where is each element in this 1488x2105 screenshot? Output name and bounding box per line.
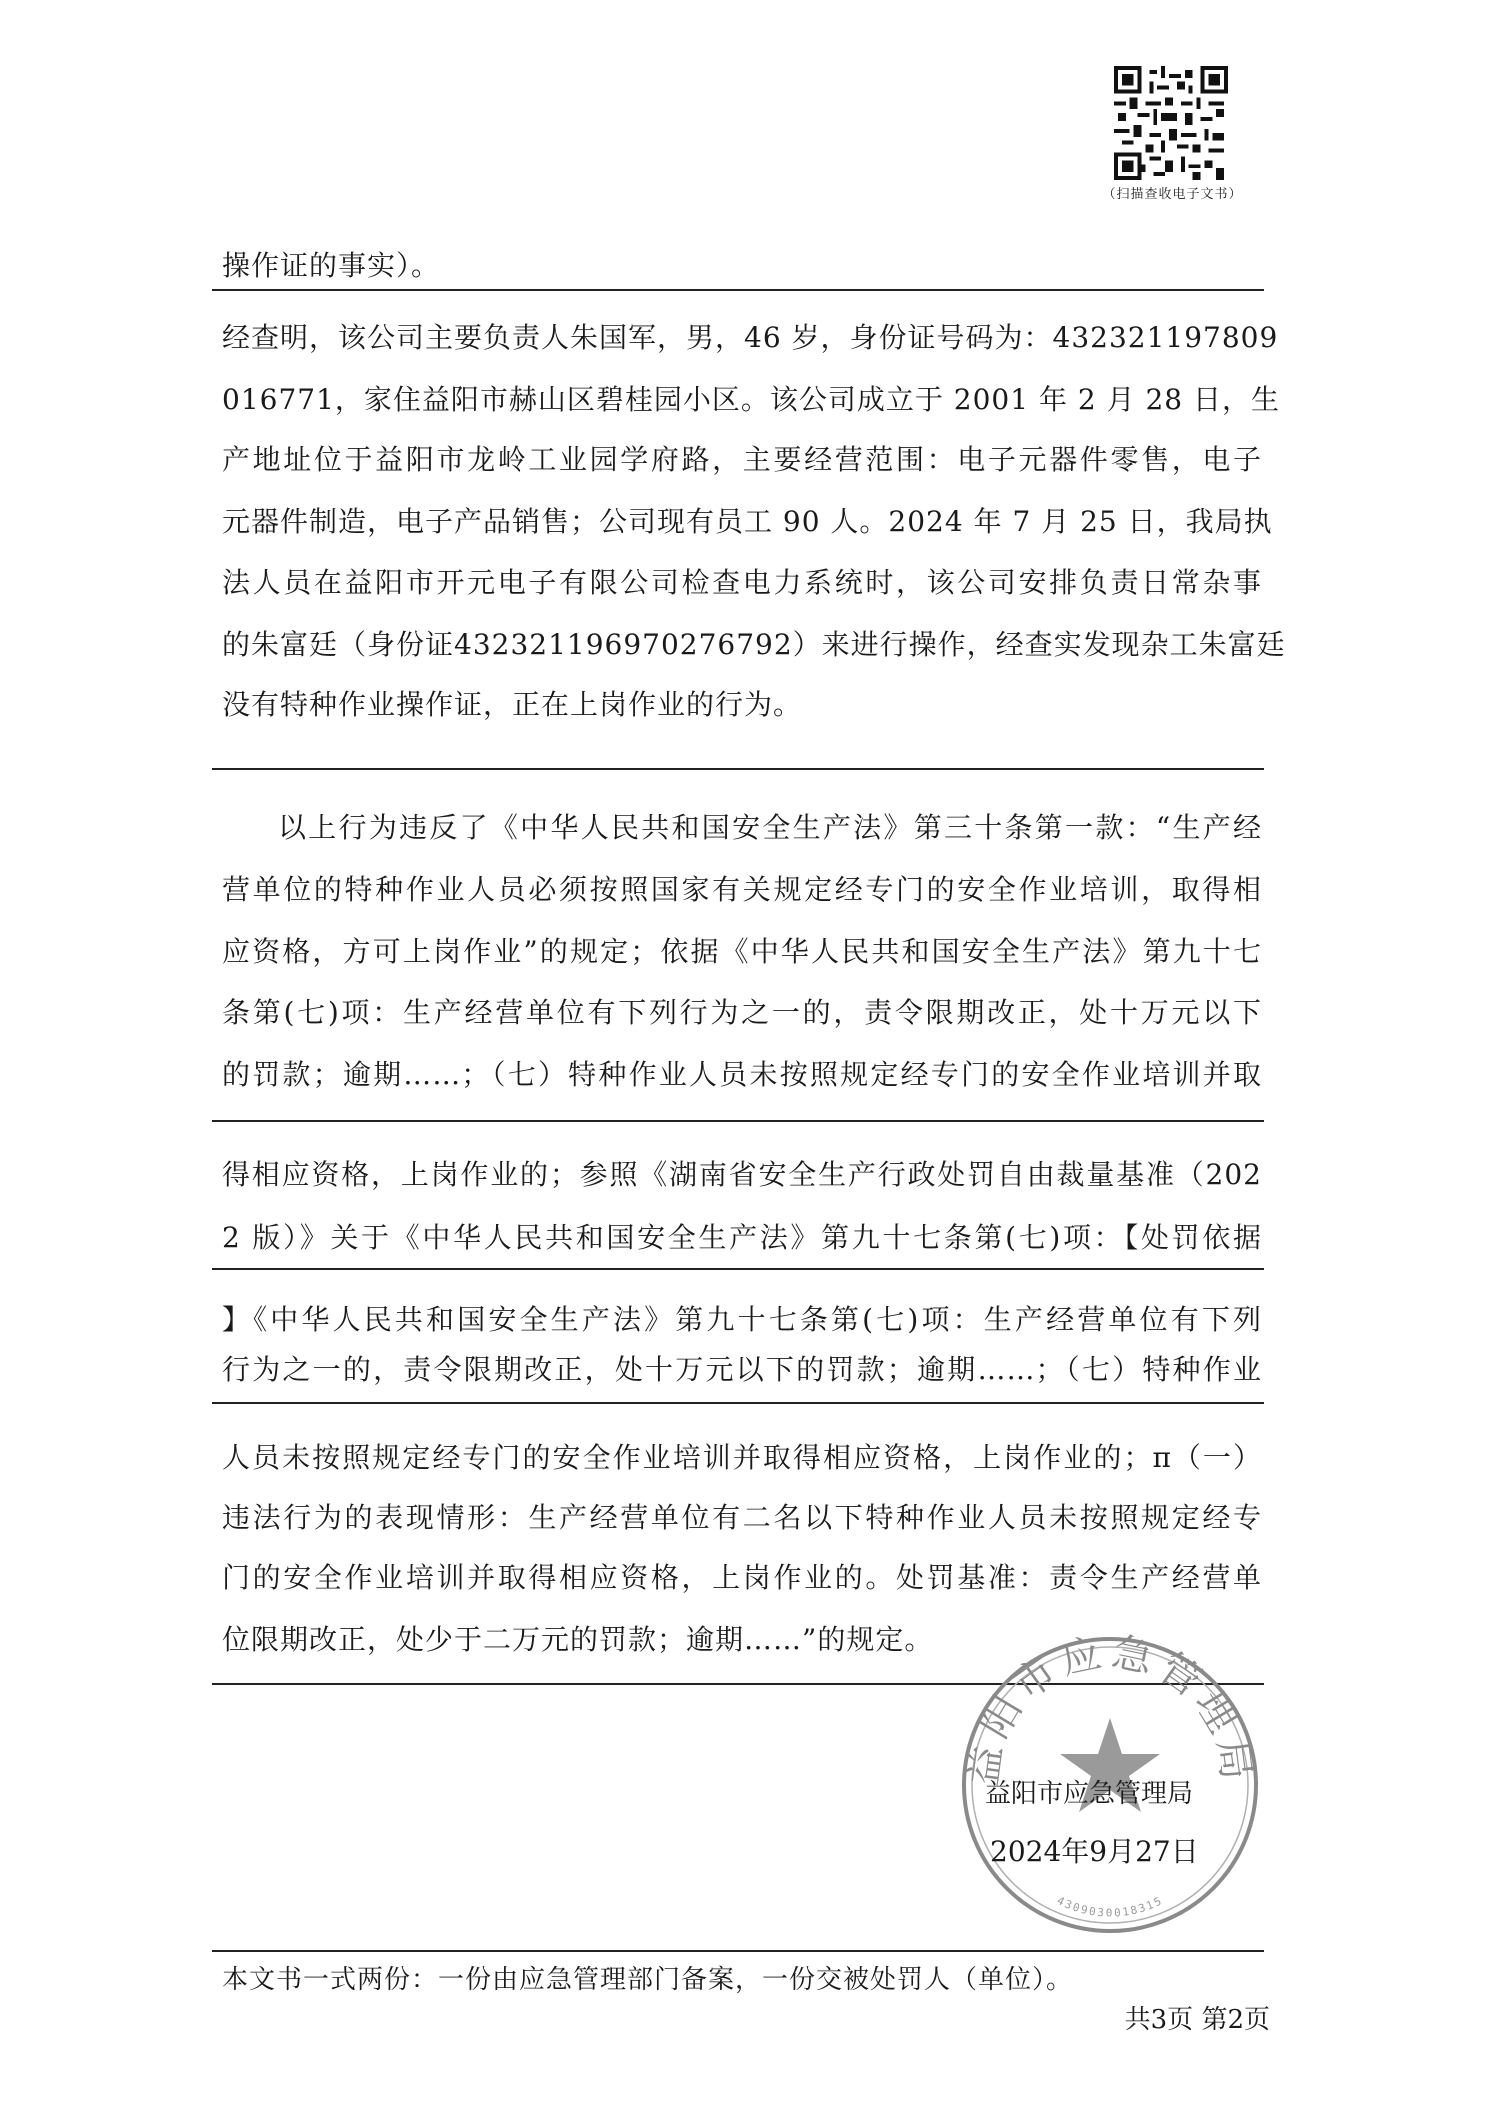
text-line-8: 没有特种作业操作证，正在上岗作业的行为。: [222, 688, 803, 721]
text-line-13: 的罚款；逾期……；（七）特种作业人员未按照规定经专门的安全作业培训并取: [222, 1058, 1262, 1091]
svg-text:4309030018315: [1055, 1894, 1166, 1920]
text-line-1: 操作证的事实）。: [222, 249, 441, 282]
text-line-20: 门的安全作业培训并取得相应资格，上岗作业的。处罚基准：责令生产经营单: [222, 1561, 1262, 1594]
text-line-6: 法人员在益阳市开元电子有限公司检查电力系统时，该公司安排负责日常杂事: [222, 566, 1262, 599]
divider-5: [212, 1402, 1264, 1404]
page-number: 共3页 第2页: [1124, 2005, 1270, 2035]
text-line-21: 位限期改正，处少于二万元的罚款；逾期……”的规定。: [222, 1623, 934, 1656]
qr-caption: （扫描查收电子文书）: [1102, 187, 1243, 202]
text-line-10: 营单位的特种作业人员必须按照国家有关规定经专门的安全作业培训，取得相: [222, 873, 1262, 906]
divider-7: [212, 1950, 1264, 1952]
text-line-12: 条第(七)项：生产经营单位有下列行为之一的，责令限期改正，处十万元以下: [222, 996, 1262, 1029]
text-line-7: 的朱富廷（身份证432321196970276792）来进行操作，经查实发现杂工朱富廷: [222, 628, 1286, 661]
text-line-16: 】《中华人民共和国安全生产法》第九十七条第(七)项：生产经营单位有下列: [222, 1303, 1262, 1336]
text-line-15: 2 版）》关于《中华人民共和国安全生产法》第九十七条第(七)项：【处罚依据: [222, 1221, 1262, 1254]
text-line-3: 016771，家住益阳市赫山区碧桂园小区。该公司成立于 2001 年 2 月 28 日，生: [222, 383, 1280, 416]
text-line-5: 元器件制造，电子产品销售；公司现有员工 90 人。2024 年 7 月 25 日，我局执: [222, 505, 1273, 538]
seal-text: 益阳市应急管理局: [960, 1630, 1260, 1789]
text-line-2: 经查明，该公司主要负责人朱国军，男，46 岁，身份证号码为：432321197809: [222, 321, 1279, 354]
text-line-14: 得相应资格，上岗作业的；参照《湖南省安全生产行政处罚自由裁量基准（202: [222, 1158, 1262, 1191]
issue-date: 2024年9月27日: [990, 1835, 1199, 1868]
divider-3: [212, 1120, 1264, 1122]
text-line-17: 行为之一的，责令限期改正，处十万元以下的罚款；逾期……；（七）特种作业: [222, 1353, 1262, 1386]
seal-number: 4309030018315: [1054, 1893, 1166, 1920]
divider-4: [212, 1268, 1264, 1270]
text-line-4: 产地址位于益阳市龙岭工业园学府路，主要经营范围：电子元器件零售，电子: [222, 443, 1262, 476]
divider-1: [212, 289, 1264, 291]
issuer-name: 益阳市应急管理局: [985, 1779, 1194, 1809]
qr-code: [1114, 66, 1228, 180]
text-line-11: 应资格，方可上岗作业”的规定；依据《中华人民共和国安全生产法》第九十七: [222, 935, 1262, 968]
divider-2: [212, 768, 1264, 770]
text-line-9: 以上行为违反了《中华人民共和国安全生产法》第三十条第一款：“生产经: [278, 811, 1262, 844]
footer-note: 本文书一式两份：一份由应急管理部门备案，一份交被处罚人（单位）。: [222, 1965, 1074, 1995]
text-line-18: 人员未按照规定经专门的安全作业培训并取得相应资格，上岗作业的；π（一）: [222, 1441, 1262, 1474]
text-line-19: 违法行为的表现情形：生产经营单位有二名以下特种作业人员未按照规定经专: [222, 1501, 1262, 1534]
